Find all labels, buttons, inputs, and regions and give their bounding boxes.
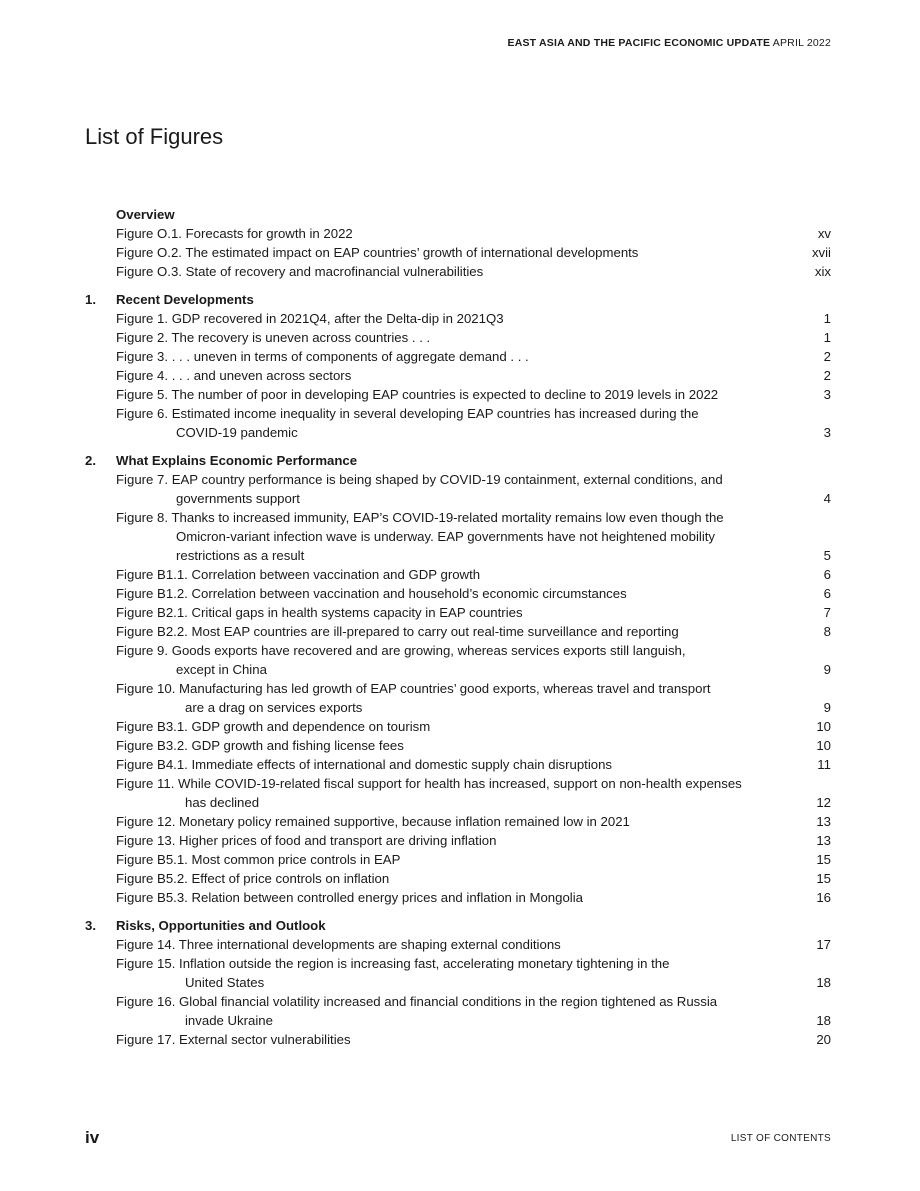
figure-entry[interactable] (85, 954, 831, 992)
figure-caption (116, 262, 791, 281)
page-ref: 13 (816, 833, 831, 848)
figure-entry[interactable] (85, 992, 831, 1030)
page-ref: 3 (823, 387, 831, 402)
page-ref: 18 (816, 975, 831, 990)
caption-line: Figure O.3. State of recovery and macrofinancial vulnerabilities (116, 264, 484, 279)
page-ref: 9 (823, 662, 831, 677)
figure-caption (116, 679, 791, 717)
page-ref: 2 (823, 349, 831, 364)
figure-entry[interactable] (85, 869, 831, 888)
caption-line: Figure 8. Thanks to increased immunity, EAP’s COVID-19-related mortality remains low even though the (116, 510, 724, 525)
figure-caption (116, 888, 791, 907)
caption-line: Figure 5. The number of poor in developing EAP countries is expected to decline to 2019 levels in 2022 (116, 387, 719, 402)
page-title: List of Figures (85, 124, 224, 149)
figure-caption (116, 831, 791, 850)
figure-caption (116, 366, 791, 385)
page-ref: 13 (816, 814, 831, 829)
figure-caption (116, 508, 791, 565)
caption-line: Figure O.1. Forecasts for growth in 2022 (116, 226, 353, 241)
figure-caption (116, 603, 791, 622)
page-ref: 15 (816, 871, 831, 886)
page-ref: 9 (823, 700, 831, 715)
figure-caption (116, 935, 791, 954)
caption-line: Figure 14. Three international developments are shaping external conditions (116, 937, 561, 952)
section-title: Risks, Opportunities and Outlook (116, 918, 326, 933)
page-ref: 4 (823, 491, 831, 506)
page-ref: 11 (817, 757, 831, 772)
section-heading (85, 205, 831, 224)
figure-entry[interactable] (85, 385, 831, 404)
page-ref: 3 (823, 425, 831, 440)
section-heading (85, 451, 831, 470)
figure-caption (116, 717, 791, 736)
report-title: EAST ASIA AND THE PACIFIC ECONOMIC UPDATE (507, 37, 771, 49)
figure-entry[interactable] (85, 584, 831, 603)
caption-line: Figure B2.2. Most EAP countries are ill-prepared to carry out real-time surveillance and reporting (116, 624, 679, 639)
figure-entry[interactable] (85, 717, 831, 736)
caption-line: Figure 10. Manufacturing has led growth of EAP countries’ good exports, whereas travel and transport (116, 681, 711, 696)
toc-section (85, 205, 831, 281)
figure-entry[interactable] (85, 565, 831, 584)
figure-entry[interactable] (85, 888, 831, 907)
page-ref: 12 (816, 795, 831, 810)
page-ref: 6 (823, 567, 831, 582)
figure-entry[interactable] (85, 755, 831, 774)
caption-line: Figure 12. Monetary policy remained supportive, because inflation remained low in 2021 (116, 814, 630, 829)
caption-line: Figure B3.2. GDP growth and fishing license fees (116, 738, 404, 753)
caption-line: Figure 17. External sector vulnerabilities (116, 1032, 351, 1047)
page-ref: 18 (816, 1013, 831, 1028)
page-ref: 6 (823, 586, 831, 601)
caption-line: has declined (185, 795, 260, 810)
page-ref: 2 (823, 368, 831, 383)
figure-entry[interactable] (85, 622, 831, 641)
section-number: 1. (85, 292, 96, 307)
figure-caption (116, 565, 791, 584)
caption-line: governments support (176, 491, 300, 506)
figure-caption (116, 992, 791, 1030)
page-ref: 1 (823, 311, 831, 326)
figure-entry[interactable] (85, 850, 831, 869)
page-number: iv (85, 1128, 100, 1147)
figure-caption (116, 385, 791, 404)
figure-caption (116, 470, 791, 508)
figure-entry[interactable] (85, 224, 831, 243)
page-ref: xix (814, 264, 831, 279)
page-ref: 15 (816, 852, 831, 867)
caption-line: Figure 11. While COVID-19-related fiscal support for health has increased, support on non-health expenses (116, 776, 742, 791)
section-number: 2. (85, 453, 96, 468)
figure-caption (116, 1030, 791, 1049)
figure-caption (116, 309, 791, 328)
caption-line: Figure B1.2. Correlation between vaccination and household’s economic circumstances (116, 586, 627, 601)
page-ref: 5 (823, 548, 831, 563)
list-of-figures (85, 205, 831, 1058)
figure-entry[interactable] (85, 774, 831, 812)
figure-caption (116, 243, 791, 262)
figure-entry[interactable] (85, 262, 831, 281)
caption-line: invade Ukraine (185, 1013, 273, 1028)
running-header (507, 37, 831, 49)
caption-line: Figure 13. Higher prices of food and transport are driving inflation (116, 833, 497, 848)
figure-caption (116, 812, 791, 831)
section-title: Overview (116, 207, 175, 222)
figure-entry[interactable] (85, 404, 831, 442)
figure-entry[interactable] (85, 309, 831, 328)
figure-entry[interactable] (85, 470, 831, 508)
caption-line: Figure B1.1. Correlation between vaccination and GDP growth (116, 567, 481, 582)
caption-line: Figure 6. Estimated income inequality in several developing EAP countries has increased during the (116, 406, 699, 421)
figure-caption (116, 954, 791, 992)
caption-line: Figure 1. GDP recovered in 2021Q4, after the Delta-dip in 2021Q3 (116, 311, 504, 326)
caption-line: except in China (176, 662, 267, 677)
toc-section (85, 451, 831, 907)
page-ref: 8 (823, 624, 831, 639)
page-ref: 10 (816, 719, 831, 734)
caption-line: Figure 15. Inflation outside the region is increasing fast, accelerating monetary tightening in the (116, 956, 670, 971)
page-ref: 16 (816, 890, 831, 905)
caption-line: Figure B5.1. Most common price controls in EAP (116, 852, 401, 867)
page-ref: 1 (823, 330, 831, 345)
caption-line: Figure 16. Global financial volatility increased and financial conditions in the region tightened as Russia (116, 994, 718, 1009)
report-date: APRIL 2022 (772, 37, 831, 49)
figure-caption (116, 328, 791, 347)
caption-line: Figure B4.1. Immediate effects of international and domestic supply chain disruptions (116, 757, 613, 772)
caption-line: Figure B3.1. GDP growth and dependence on tourism (116, 719, 431, 734)
page-ref: xvii (811, 245, 831, 260)
figure-entry[interactable] (85, 736, 831, 755)
figure-caption (116, 774, 791, 812)
page-ref: 7 (823, 605, 831, 620)
caption-line: Figure B5.3. Relation between controlled energy prices and inflation in Mongolia (116, 890, 583, 905)
section-number (85, 205, 116, 224)
page-ref: xv (817, 226, 831, 241)
figure-entry[interactable] (85, 935, 831, 954)
figure-caption (116, 347, 791, 366)
section-number: 3. (85, 918, 96, 933)
figure-entry[interactable] (85, 366, 831, 385)
caption-line: Figure B2.1. Critical gaps in health systems capacity in EAP countries (116, 605, 523, 620)
caption-line: Figure 9. Goods exports have recovered and are growing, whereas services exports still languish, (116, 643, 686, 658)
figure-entry[interactable] (85, 508, 831, 565)
caption-line: Figure O.2. The estimated impact on EAP countries’ growth of international developments (116, 245, 639, 260)
figure-caption (116, 622, 791, 641)
caption-line: Figure 4. . . . and uneven across sectors (116, 368, 352, 383)
caption-line: United States (185, 975, 265, 990)
section-title: Recent Developments (116, 292, 254, 307)
caption-line: Figure 7. EAP country performance is being shaped by COVID-19 containment, external conditions, and (116, 472, 723, 487)
figure-caption (116, 869, 791, 888)
figure-entry[interactable] (85, 328, 831, 347)
figure-entry[interactable] (85, 641, 831, 679)
caption-line: Omicron-variant infection wave is underway. EAP governments have not heightened mobility (176, 529, 716, 544)
page-ref: 10 (816, 738, 831, 753)
caption-line: Figure 2. The recovery is uneven across countries . . . (116, 330, 431, 345)
running-footer: LIST OF CONTENTS (730, 1133, 831, 1144)
caption-line: Figure 3. . . . uneven in terms of components of aggregate demand . . . (116, 349, 529, 364)
caption-line: COVID-19 pandemic (176, 425, 298, 440)
figure-caption (116, 850, 791, 869)
section-heading (85, 290, 831, 309)
section-title: What Explains Economic Performance (116, 453, 358, 468)
page-ref: 17 (816, 937, 831, 952)
figure-caption (116, 641, 791, 679)
figure-caption (116, 755, 791, 774)
figure-caption (116, 224, 791, 243)
figure-entry[interactable] (85, 1030, 831, 1049)
figure-entry[interactable] (85, 243, 831, 262)
caption-line: are a drag on services exports (185, 700, 363, 715)
figure-caption (116, 584, 791, 603)
toc-section (85, 916, 831, 1049)
figure-entry[interactable] (85, 347, 831, 366)
figure-caption (116, 404, 791, 442)
figure-caption (116, 736, 791, 755)
page-ref: 20 (816, 1032, 831, 1047)
figure-entry[interactable] (85, 603, 831, 622)
caption-line: Figure B5.2. Effect of price controls on inflation (116, 871, 390, 886)
caption-line: restrictions as a result (176, 548, 305, 563)
figure-entry[interactable] (85, 831, 831, 850)
section-heading (85, 916, 831, 935)
toc-section (85, 290, 831, 442)
figure-entry[interactable] (85, 679, 831, 717)
figure-entry[interactable] (85, 812, 831, 831)
